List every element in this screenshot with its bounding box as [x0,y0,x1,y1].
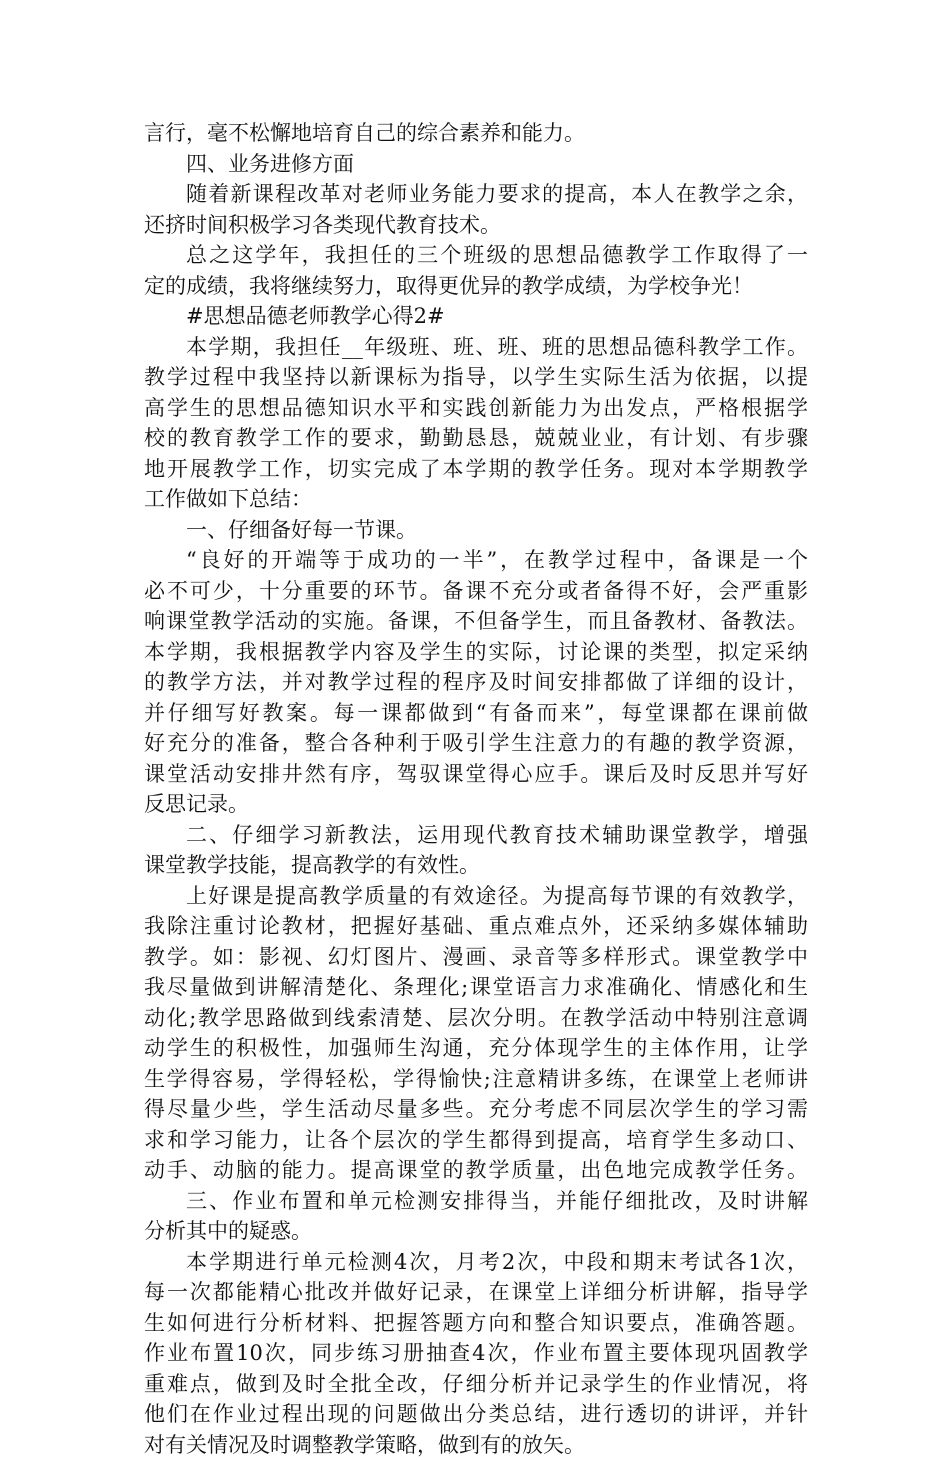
text-line: 上好课是提高教学质量的有效途径。为提高每节课的有效教学， [144,881,808,912]
text-line: 校的教育教学工作的要求，勤勤恳恳，兢兢业业，有计划、有步骤 [144,423,808,454]
text-line: 课堂活动安排井然有序，驾驭课堂得心应手。课后及时反思并写好 [144,759,808,790]
text-line: 我除注重讨论教材，把握好基础、重点难点外，还采纳多媒体辅助 [144,911,808,942]
text-line: 得尽量少些，学生活动尽量多些。充分考虑不同层次学生的学习需 [144,1094,808,1125]
text-line: 响课堂教学活动的实施。备课，不但备学生，而且备教材、备教法。 [144,606,808,637]
text-line: 作业布置10次，同步练习册抽查4次，作业布置主要体现巩固教学 [144,1338,808,1369]
text-line: 他们在作业过程出现的问题做出分类总结，进行透切的讲评，并针 [144,1399,808,1430]
text-line: “良好的开端等于成功的一半”，在教学过程中，备课是一个 [144,545,808,576]
text-line: 动手、动脑的能力。提高课堂的教学质量，出色地完成教学任务。 [144,1155,808,1186]
text-line: 动化;教学思路做到线索清楚、层次分明。在教学活动中特别注意调 [144,1003,808,1034]
text-line: 重难点，做到及时全批全改，仔细分析并记录学生的作业情况，将 [144,1369,808,1400]
text-line: 地开展教学工作，切实完成了本学期的教学任务。现对本学期教学 [144,454,808,485]
text-line: #思想品德老师教学心得2# [144,301,808,332]
text-line: 本学期进行单元检测4次，月考2次，中段和期末考试各1次， [144,1247,808,1278]
text-line: 二、仔细学习新教法，运用现代教育技术辅助课堂教学，增强 [144,820,808,851]
text-line: 本学期，我担任__年级班、班、班、班的思想品德科教学工作。 [144,332,808,363]
text-line: 对有关情况及时调整教学策略，做到有的放矢。 [144,1430,808,1460]
text-line: 并仔细写好教案。每一课都做到“有备而来”，每堂课都在课前做 [144,698,808,729]
text-line: 必不可少，十分重要的环节。备课不充分或者备得不好，会严重影 [144,576,808,607]
text-line: 生学得容易，学得轻松，学得愉快;注意精讲多练，在课堂上老师讲 [144,1064,808,1095]
text-line: 一、仔细备好每一节课。 [144,515,808,546]
text-line: 还挤时间积极学习各类现代教育技术。 [144,210,808,241]
text-line: 定的成绩，我将继续努力，取得更优异的教学成绩，为学校争光！ [144,271,808,302]
text-line: 课堂教学技能，提高教学的有效性。 [144,850,808,881]
text-line: 四、业务进修方面 [144,149,808,180]
document-body [144,118,808,1460]
text-line: 每一次都能精心批改并做好记录，在课堂上详细分析讲解，指导学 [144,1277,808,1308]
text-line: 我尽量做到讲解清楚化、条理化;课堂语言力求准确化、情感化和生 [144,972,808,1003]
text-line: 好充分的准备，整合各种利于吸引学生注意力的有趣的教学资源， [144,728,808,759]
text-line: 工作做如下总结： [144,484,808,515]
text-line: 高学生的思想品德知识水平和实践创新能力为出发点，严格根据学 [144,393,808,424]
text-line: 总之这学年，我担任的三个班级的思想品德教学工作取得了一 [144,240,808,271]
text-line: 生如何进行分析材料、把握答题方向和整合知识要点，准确答题。 [144,1308,808,1339]
text-line: 求和学习能力，让各个层次的学生都得到提高，培育学生多动口、 [144,1125,808,1156]
text-line: 随着新课程改革对老师业务能力要求的提高，本人在教学之余， [144,179,808,210]
text-line: 分析其中的疑惑。 [144,1216,808,1247]
text-line: 教学。如：影视、幻灯图片、漫画、录音等多样形式。课堂教学中 [144,942,808,973]
text-line: 的教学方法，并对教学过程的程序及时间安排都做了详细的设计， [144,667,808,698]
text-line: 动学生的积极性，加强师生沟通，充分体现学生的主体作用，让学 [144,1033,808,1064]
text-line: 反思记录。 [144,789,808,820]
text-line: 言行，毫不松懈地培育自己的综合素养和能力。 [144,118,808,149]
text-line: 教学过程中我坚持以新课标为指导，以学生实际生活为依据，以提 [144,362,808,393]
text-line: 三、作业布置和单元检测安排得当，并能仔细批改，及时讲解 [144,1186,808,1217]
text-line: 本学期，我根据教学内容及学生的实际，讨论课的类型，拟定采纳 [144,637,808,668]
